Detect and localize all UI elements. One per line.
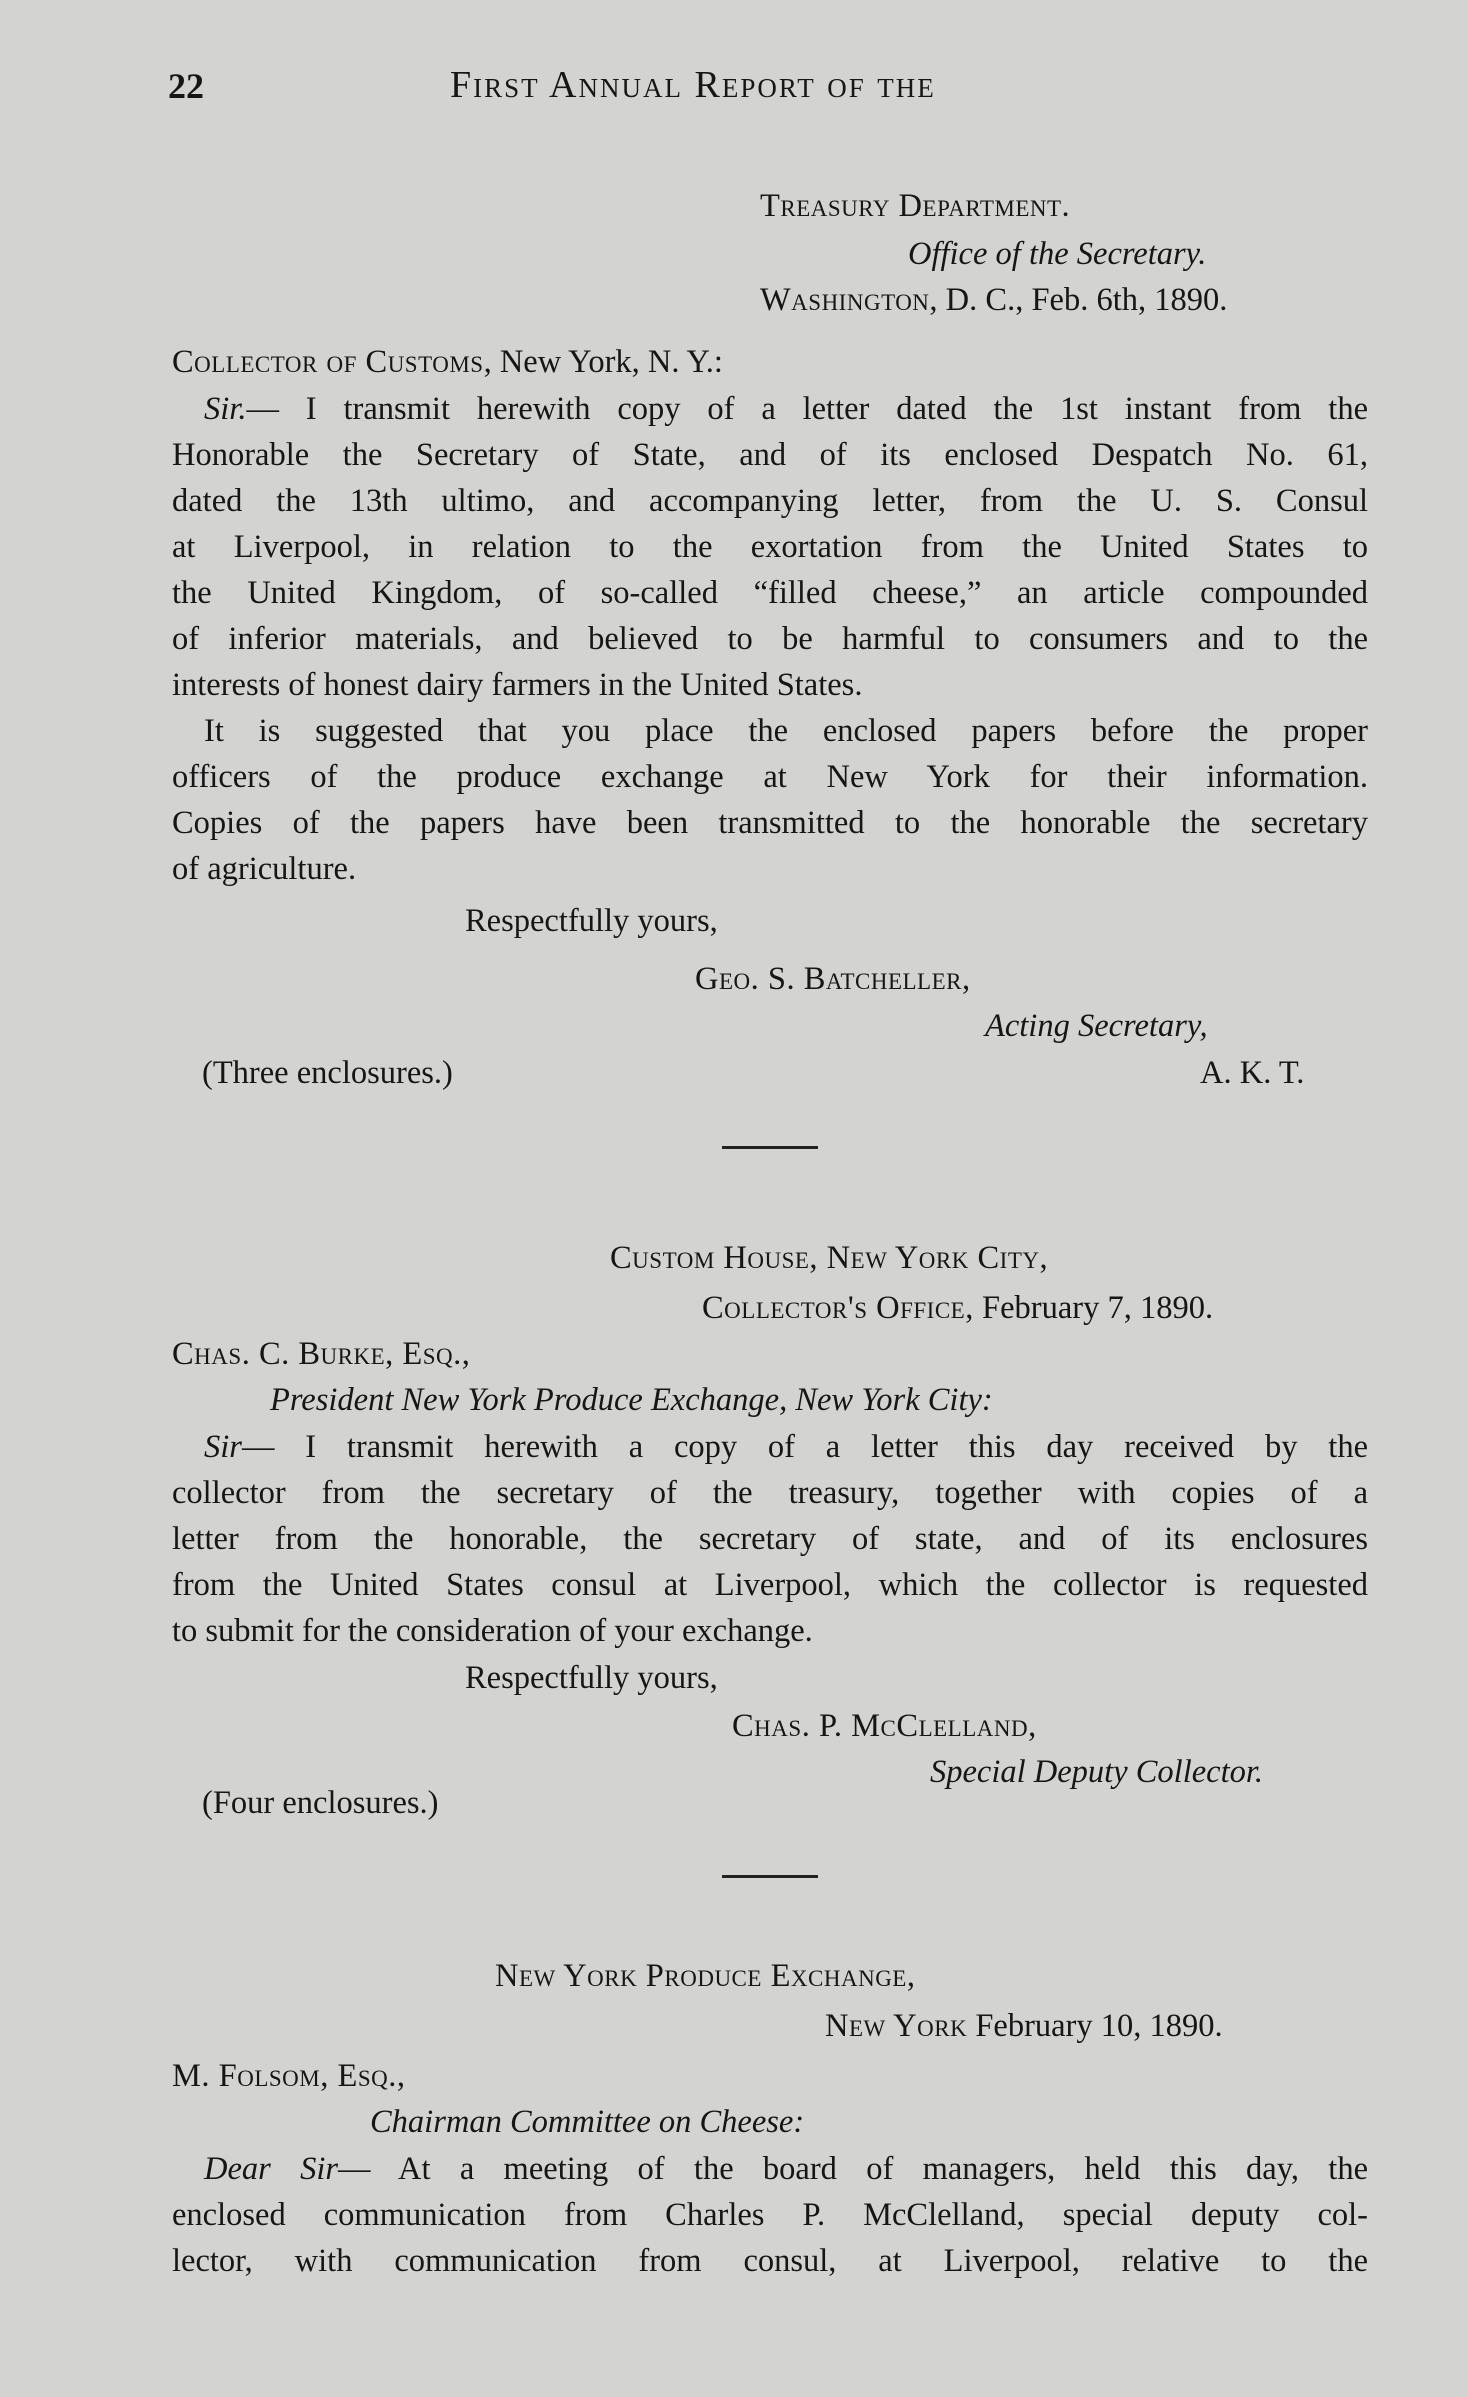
- letter2-addressee: Chas. C. Burke, Esq.,: [172, 1336, 471, 1372]
- letter3-org: New York Produce Exchange,: [495, 1958, 916, 1994]
- letter3-para-line2: enclosed communication from Charles P. McClelland, special deputy col-: [172, 2197, 1368, 2233]
- letter2-place2: [702, 1292, 1213, 1325]
- letter1-para1-line2: Honorable the Secretary of State, and of its enclosed Despatch No. 61,: [172, 437, 1368, 473]
- letter3-city: New York: [825, 2008, 968, 2044]
- letter1-para2-line1: It is suggested that you place the enclosed papers before the proper: [204, 713, 1368, 749]
- letter1-salutation: Sir.: [204, 391, 247, 427]
- separator-rule-1: [722, 1146, 818, 1149]
- letter1-para2-line3: Copies of the papers have been transmitted to the honorable the secretary: [172, 805, 1368, 841]
- letter2-addressee-title: President New York Produce Exchange, New York City:: [270, 1382, 993, 1418]
- letter1-text: — I transmit herewith copy of a letter dated the 1st instant from the: [246, 391, 1368, 427]
- letter2-salutation: Sir: [204, 1429, 242, 1465]
- letter2-para-line1: [172, 1424, 1368, 1470]
- letter1-dept: Treasury Department.: [760, 188, 1071, 224]
- letter1-place-date: , D. C., Feb. 6th, 1890.: [929, 282, 1228, 318]
- letter1-addressee: [172, 346, 723, 379]
- letter2-para-line4: from the United States consul at Liverpool, which the collector is requested: [172, 1567, 1368, 1603]
- letter2-date: February 7, 1890.: [973, 1290, 1214, 1326]
- letter1-office: Office of the Secretary.: [908, 236, 1207, 272]
- letter3-para-line1: [172, 2146, 1368, 2192]
- letter2-para-line5: to submit for the consideration of your exchange.: [172, 1613, 813, 1649]
- letter1-para2-line4: of agriculture.: [172, 851, 357, 887]
- letter1-para1-line6: of inferior materials, and believed to be harmful to consumers and to the: [172, 621, 1368, 657]
- letter1-initials: A. K. T.: [1200, 1055, 1305, 1091]
- letter2-closing: Respectfully yours,: [465, 1660, 718, 1696]
- letter2-office: Collector's Office,: [702, 1290, 974, 1326]
- letter1-signer-title: Acting Secretary,: [985, 1008, 1208, 1044]
- letter2-signer: Chas. P. McClelland,: [732, 1708, 1037, 1744]
- letter2-text: — I transmit herewith a copy of a letter this day received by the: [241, 1429, 1368, 1465]
- letter1-para2-line2: officers of the produce exchange at New York for their information.: [172, 759, 1368, 795]
- letter1-para1-line4: at Liverpool, in relation to the exortation from the United States to: [172, 529, 1368, 565]
- letter1-place: [760, 284, 1227, 317]
- letter1-para1-line3: dated the 13th ultimo, and accompanying letter, from the U. S. Consul: [172, 483, 1368, 519]
- letter1-closing: Respectfully yours,: [465, 903, 718, 939]
- letter1-para1-line5: the United Kingdom, of so-called “filled cheese,” an article compounded: [172, 575, 1368, 611]
- letter3-text: — At a meeting of the board of managers, held this day, the: [338, 2151, 1368, 2187]
- letter2-signer-title: Special Deputy Collector.: [930, 1754, 1264, 1790]
- letter3-para-line3: lector, with communication from consul, at Liverpool, relative to the: [172, 2243, 1368, 2279]
- letter2-place1: Custom House, New York City,: [610, 1240, 1049, 1276]
- separator-rule-2: [722, 1875, 818, 1878]
- letter3-addressee: M. Folsom, Esq.,: [172, 2058, 406, 2094]
- letter2-para-line2: collector from the secretary of the treasury, together with copies of a: [172, 1475, 1368, 1511]
- letter1-para1-line7: interests of honest dairy farmers in the United States.: [172, 667, 863, 703]
- letter3-salutation: Dear Sir: [204, 2151, 339, 2187]
- letter3-place: [825, 2010, 1223, 2043]
- letter1-para1-line1: [172, 386, 1368, 432]
- letter3-addressee-title: Chairman Committee on Cheese:: [370, 2104, 805, 2140]
- letter1-addressee-name: Collector of Customs: [172, 344, 484, 380]
- letter2-para-line3: letter from the honorable, the secretary of state, and of its enclosures: [172, 1521, 1368, 1557]
- letter2-enclosures: (Four enclosures.): [202, 1785, 439, 1821]
- letter1-signer: Geo. S. Batcheller,: [695, 961, 971, 997]
- letter1-enclosures: (Three enclosures.): [202, 1055, 453, 1091]
- page-number: 22: [168, 66, 204, 106]
- running-title: First Annual Report of the: [450, 64, 936, 106]
- letter1-addressee-place: , New York, N. Y.:: [483, 344, 723, 380]
- letter1-place-city: Washington: [760, 282, 930, 318]
- letter3-date: February 10, 1890.: [967, 2008, 1223, 2044]
